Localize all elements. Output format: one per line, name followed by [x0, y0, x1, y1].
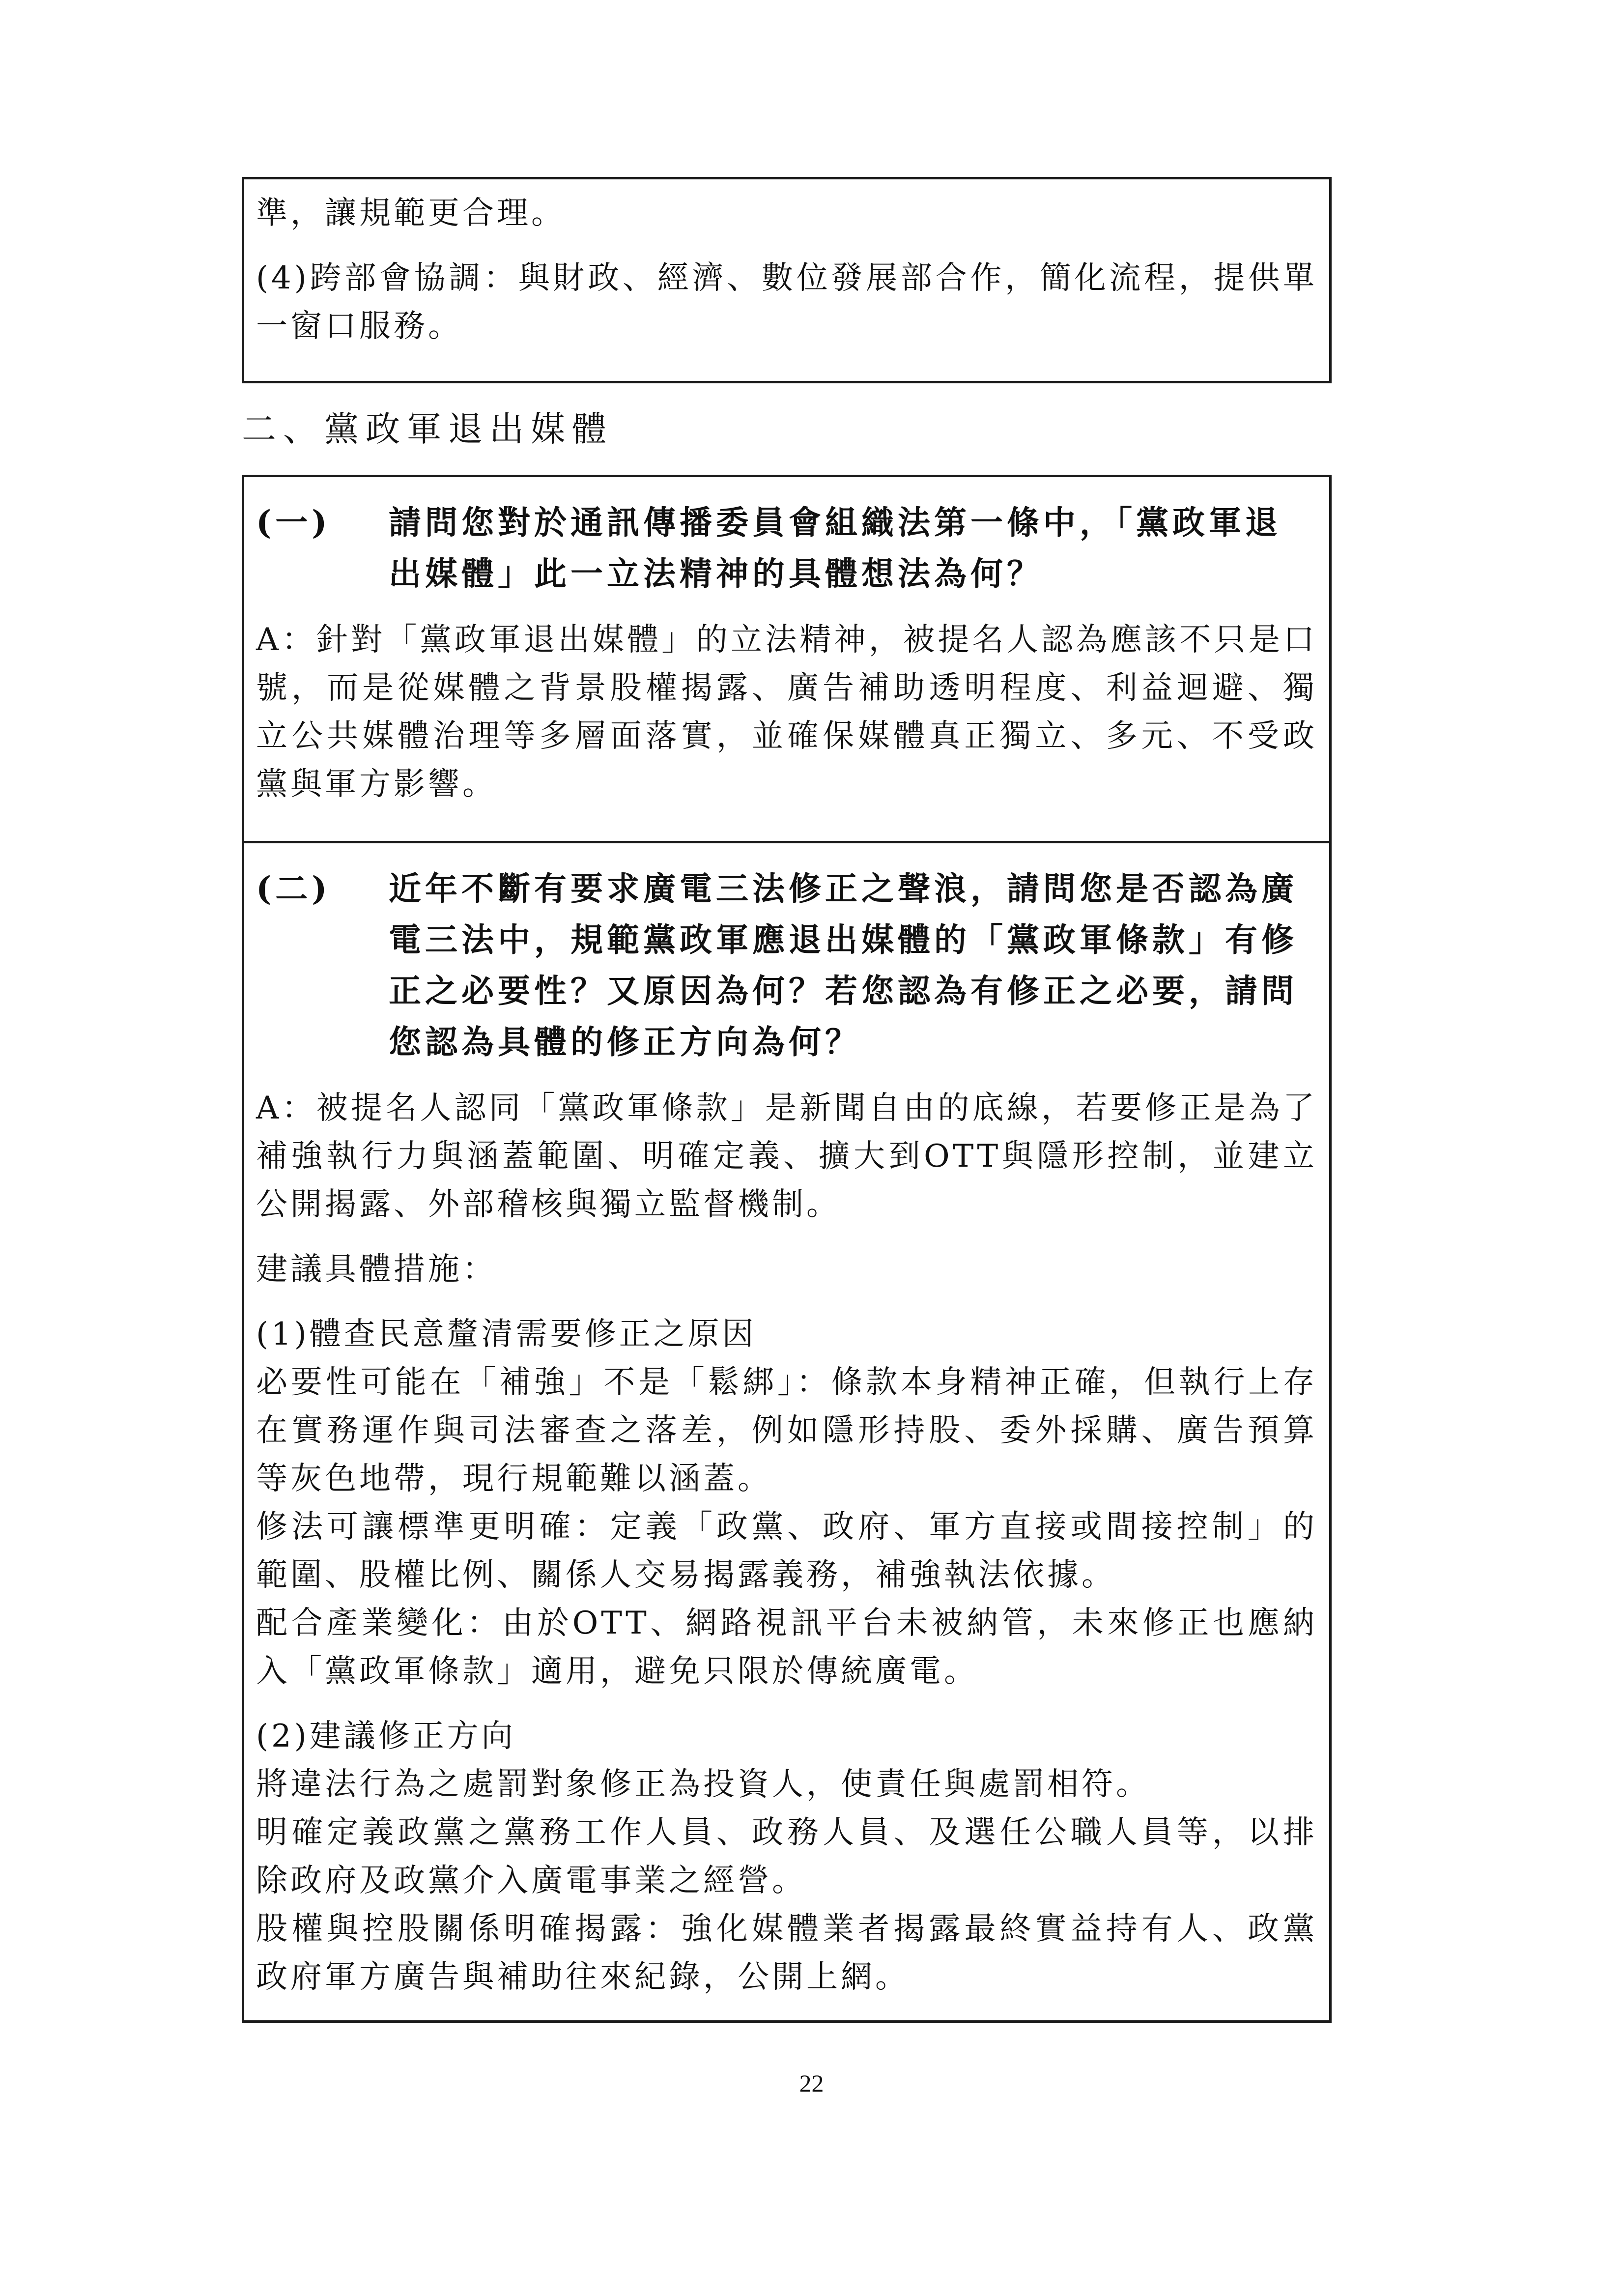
question-1-section [244, 477, 1329, 843]
page-number: 22 [799, 2069, 824, 2097]
question-1-number: (一) [256, 503, 331, 542]
qa-box [242, 475, 1332, 2023]
question-1-text: 請問您對於通訊傳播委員會組織法第一條中，「黨政軍退出媒體」此一立法精神的具體想法為何？ [389, 503, 1281, 593]
question-2-heading [256, 863, 1317, 1067]
answer-2: A：被提名人認同「黨政軍條款」是新聞自由的底線，若要修正是為了補強執行力與涵蓋範圍、明確定義、擴大到OTT與隱形控制，並建立公開揭露、外部稽核與獨立監督機制。 [256, 1090, 1317, 1223]
continuation-line: 準，讓規範更合理。 [256, 195, 566, 231]
sub2-item: 股權與控股關係明確揭露：強化媒體業者揭露最終實益持有人、政黨政府軍方廣告與補助往來紀錄，公開上網。 [256, 1911, 1317, 1995]
measures-title: 建議具體措施： [256, 1251, 497, 1288]
cross-ministry-item: (4)跨部會協調：與財政、經濟、數位發展部合作，簡化流程，提供單一窗口服務。 [256, 260, 1317, 344]
question-2-number: (二) [256, 869, 331, 908]
sub1-item: 必要性可能在「補強」不是「鬆綁」：條款本身精神正確，但執行上存在實務運作與司法審查之落差，例如隱形持股、委外採購、廣告預算等灰色地帶，現行規範難以涵蓋。 [256, 1364, 1317, 1497]
sub2-item: 將違法行為之處罰對象修正為投資人，使責任與處罰相符。 [256, 1766, 1150, 1803]
sub2-item: 明確定義政黨之黨務工作人員、政務人員、及選任公職人員等，以排除政府及政黨介入廣電事業之經營。 [256, 1814, 1317, 1899]
sub2-title: (2)建議修正方向 [256, 1718, 516, 1754]
section-heading: 二、黨政軍退出媒體 [242, 409, 613, 449]
answer-1: A：針對「黨政軍退出媒體」的立法精神，被提名人認為應該不只是口號，而是從媒體之背景股權揭露、廣告補助透明程度、利益迴避、獨立公共媒體治理等多層面落實，並確保媒體真正獨立、多元、不受政黨與軍方影響。 [256, 622, 1317, 803]
question-1-heading [256, 497, 1317, 599]
sub1-item: 修法可讓標準更明確：定義「政黨、政府、軍方直接或間接控制」的範圍、股權比例、關係人交易揭露義務，補強執法依據。 [256, 1509, 1317, 1593]
sub1-title: (1)體查民意釐清需要修正之原因 [256, 1316, 757, 1352]
question-2-text: 近年不斷有要求廣電三法修正之聲浪，請問您是否認為廣電三法中，規範黨政軍應退出媒體的「黨政軍條款」有修正之必要性？又原因為何？若您認為有修正之必要，請問您認為具體的修正方向為何？ [389, 869, 1298, 1061]
question-2-section [244, 843, 1329, 2001]
sub1-item: 配合產業變化：由於OTT、網路視訊平台未被納管，未來修正也應納入「黨政軍條款」適用，避免只限於傳統廣電。 [256, 1605, 1317, 1690]
continuation-box [242, 177, 1332, 383]
